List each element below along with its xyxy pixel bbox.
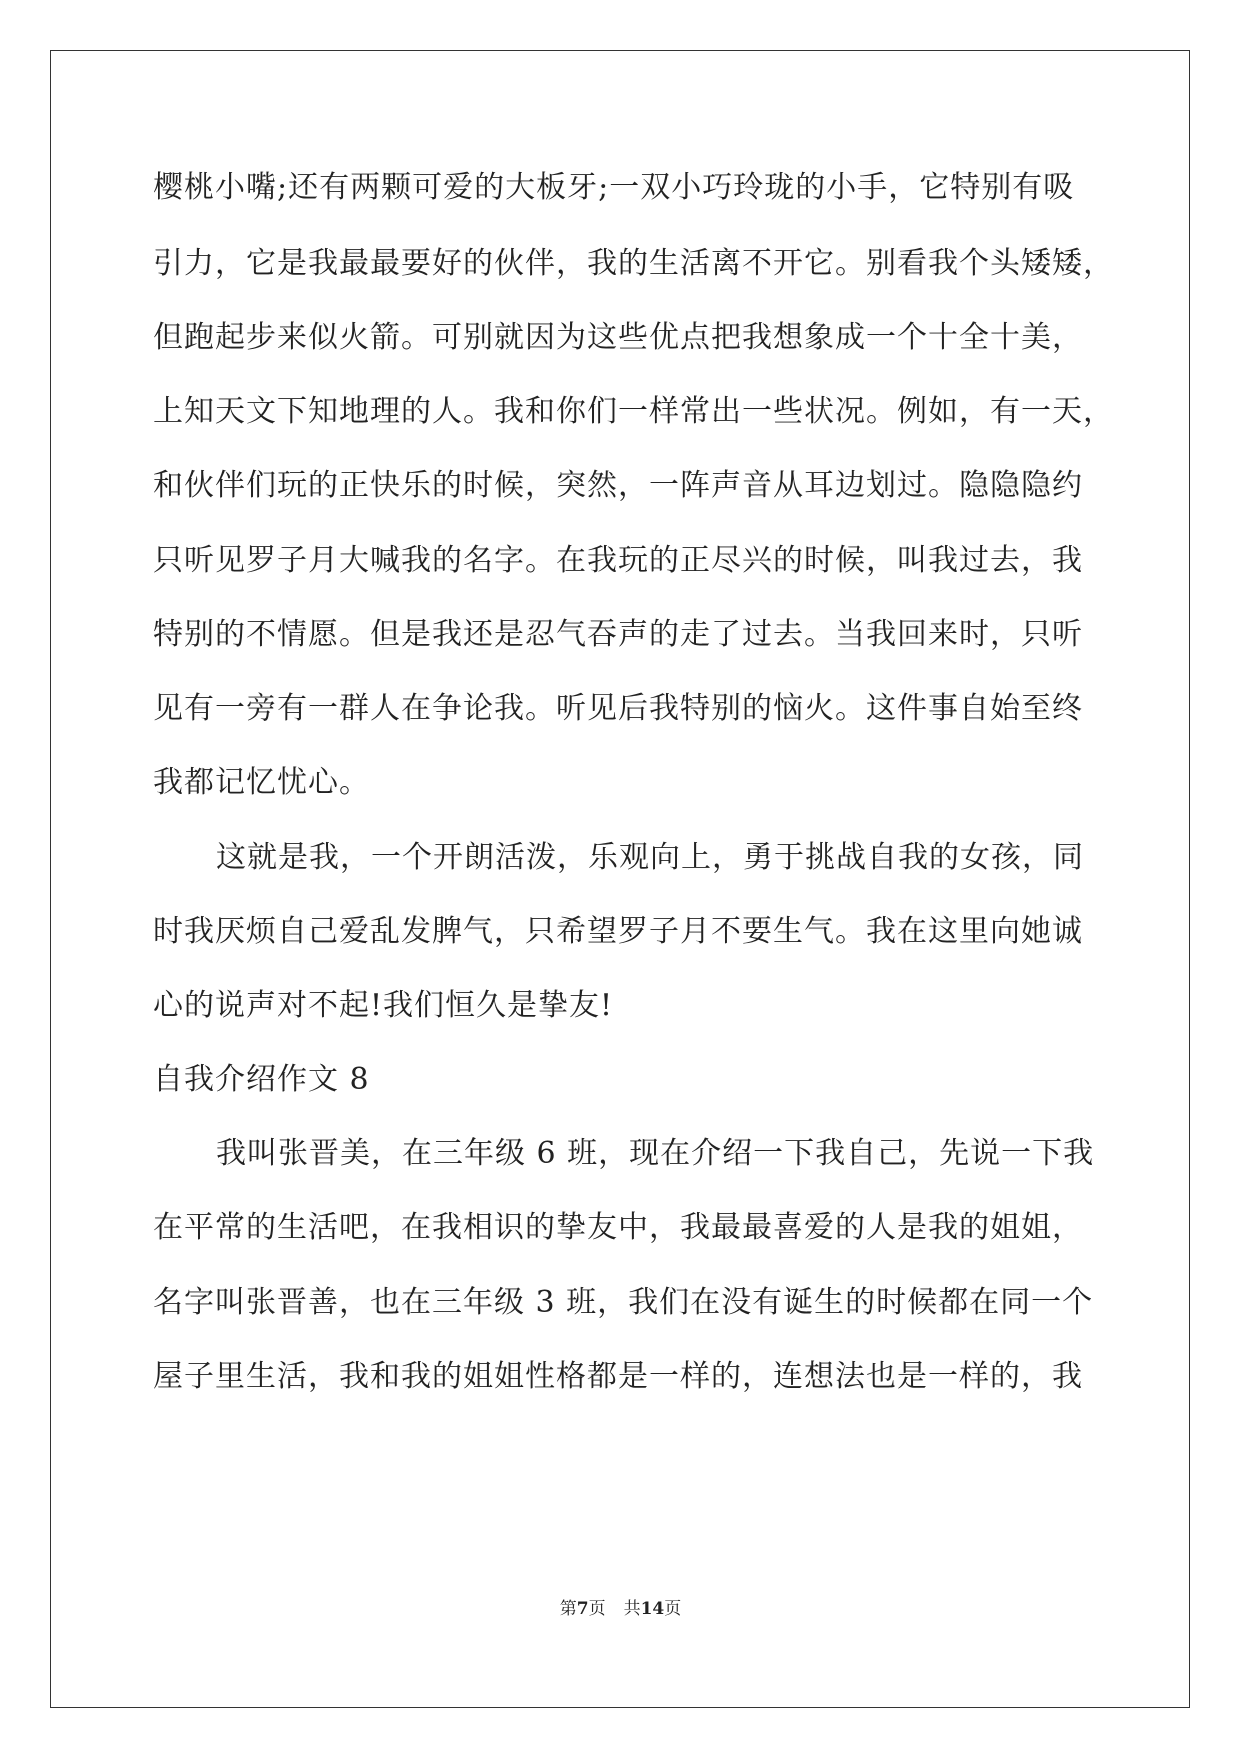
paragraph-start-line: 这就是我，一个开朗活泼，乐观向上，勇于挑战自我的女孩，同 <box>216 840 1084 875</box>
text-line: 见有一旁有一群人在争论我。听见后我特别的恼火。这件事自始至终 <box>153 691 1083 726</box>
text-line: 樱桃小嘴;还有两颗可爱的大板牙;一双小巧玲珑的小手，它特别有吸 <box>153 170 1075 205</box>
page-current-number: 7 <box>576 1599 589 1619</box>
page-suffix: 页 <box>588 1599 606 1619</box>
text-line: 上知天文下知地理的人。我和你们一样常出一些状况。例如，有一天， <box>153 394 1114 429</box>
text-line: 在平常的生活吧，在我相识的挚友中，我最最喜爱的人是我的姐姐， <box>153 1210 1083 1245</box>
page-border <box>50 50 1190 1708</box>
text-line: 但跑起步来似火箭。可别就因为这些优点把我想象成一个十全十美， <box>153 320 1083 355</box>
total-prefix: 共 <box>623 1599 641 1619</box>
text-line: 屋子里生活，我和我的姐姐性格都是一样的，连想法也是一样的，我 <box>153 1359 1083 1394</box>
section-heading: 自我介绍作文 8 <box>153 1062 370 1097</box>
text-line: 和伙伴们玩的正快乐的时候，突然，一阵声音从耳边划过。隐隐隐约 <box>153 468 1083 503</box>
page-prefix: 第 <box>559 1599 577 1619</box>
text-line: 只听见罗子月大喊我的名字。在我玩的正尽兴的时候，叫我过去，我 <box>153 543 1083 578</box>
text-line: 名字叫张晋善，也在三年级 3 班，我们在没有诞生的时候都在同一个 <box>153 1285 1094 1320</box>
page-footer <box>0 1597 1241 1621</box>
text-line: 我都记忆忧心。 <box>153 765 370 800</box>
total-suffix: 页 <box>664 1599 682 1619</box>
text-line: 时我厌烦自己爱乱发脾气，只希望罗子月不要生气。我在这里向她诚 <box>153 914 1083 949</box>
page-total-number: 14 <box>640 1599 665 1619</box>
text-line: 特别的不情愿。但是我还是忍气吞声的走了过去。当我回来时，只听 <box>153 617 1083 652</box>
text-line: 心的说声对不起!我们恒久是挚友! <box>153 988 614 1023</box>
text-line: 引力，它是我最最要好的伙伴，我的生活离不开它。别看我个头矮矮， <box>153 246 1114 281</box>
paragraph-start-line: 我叫张晋美，在三年级 6 班，现在介绍一下我自己，先说一下我 <box>216 1136 1095 1171</box>
